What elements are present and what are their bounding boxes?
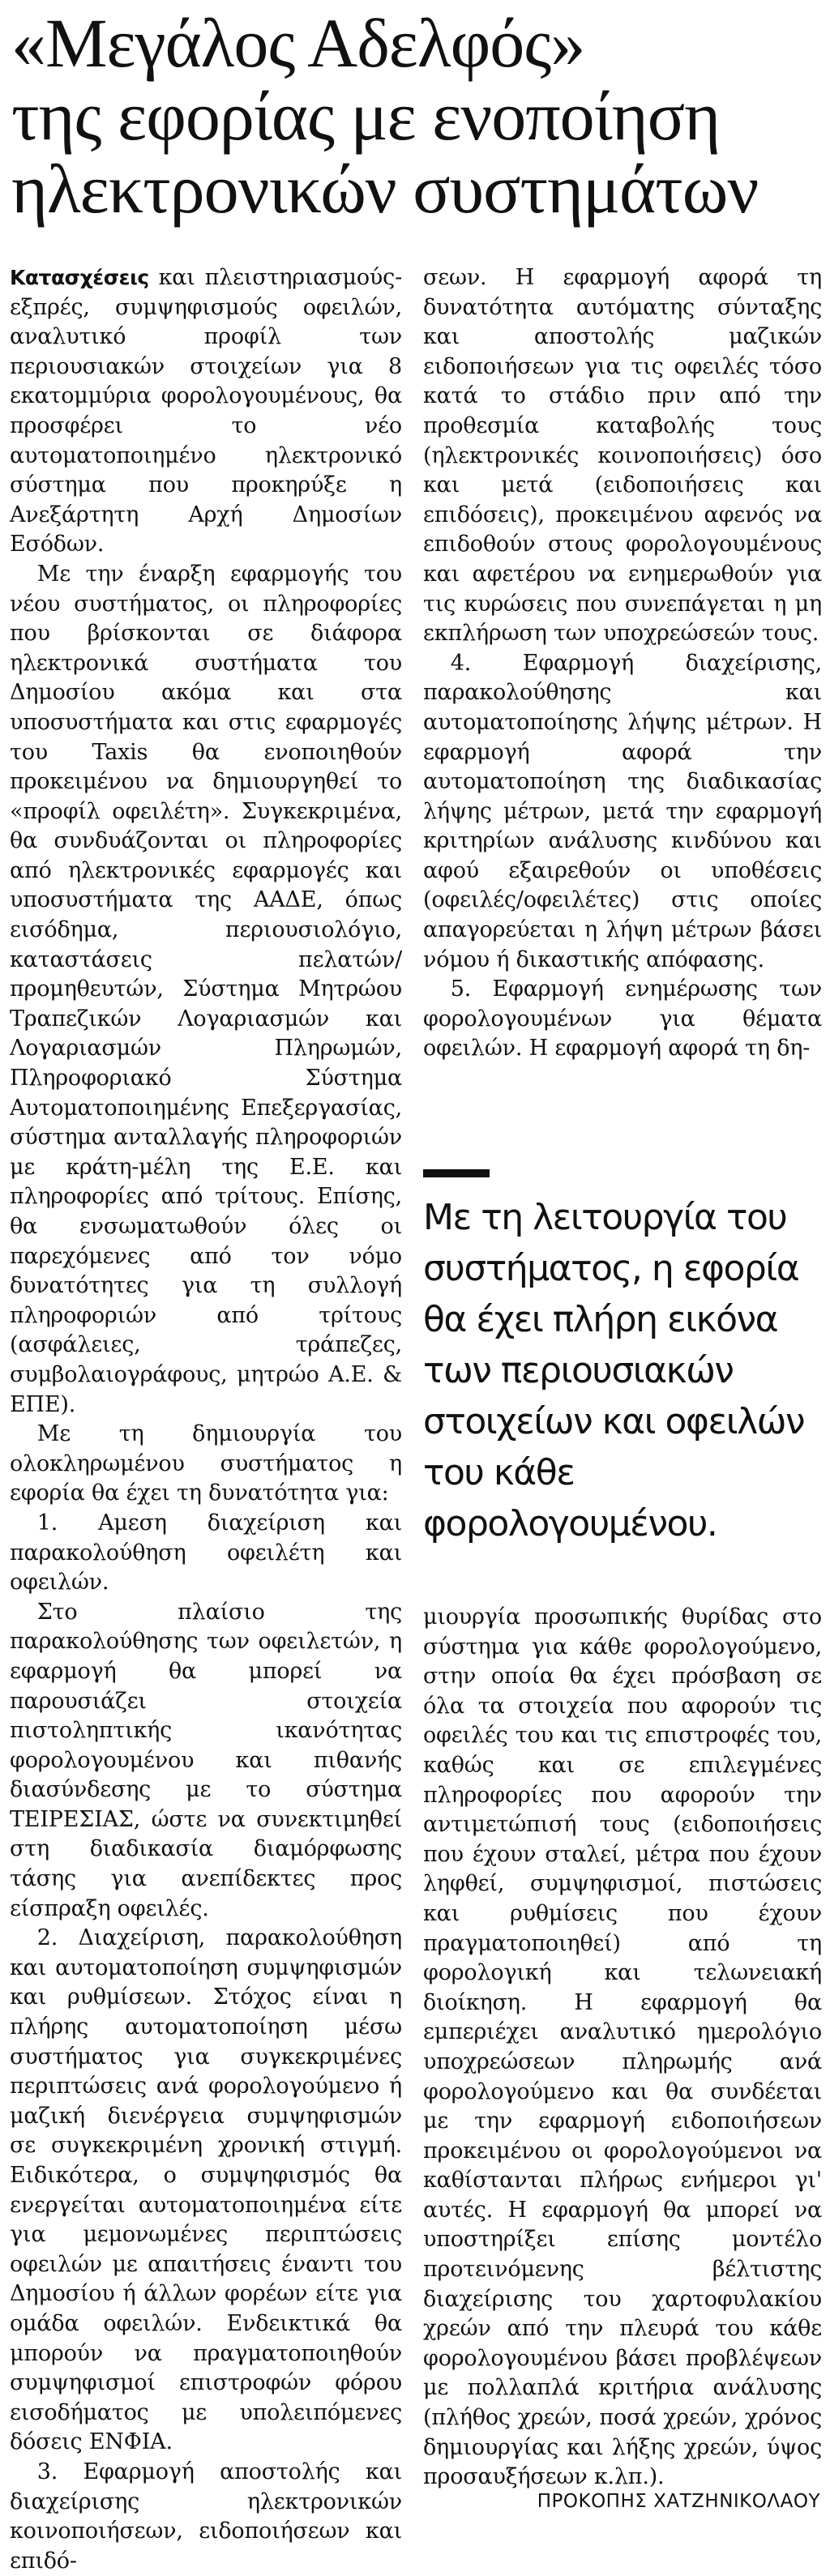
body-paragraph: Με την έναρξη εφαρμογής του νέου συστήματος, οι πληροφορίες που βρίσκονται σε διάφορα ηλεκτρονικά συστήματα του Δημοσίου ακόμα και στα υποσυστήματα και στις εφαρμογές του Taxis θα ενοποιηθούν προκειμένου να δημιουργηθεί το «προφίλ οφειλέτη». Συγκεκριμένα, θα συνδυάζονται οι πληροφορίες από ηλεκτρονικές εφαρμογές και υποσυστήματα της ΑΑΔΕ, όπως εισόδημα, περιουσιολόγιο, καταστάσεις πελατών/προμηθευτών, Σύστημα Μητρώου Τραπεζικών Λογαριασμών και Λογαριασμών Πληρωμών, Πληροφοριακό Σύστημα Αυτοματοποιημένης Επεξεργασίας, σύστημα ανταλλαγής πληροφοριών με κράτη-μέλη της Ε.Ε. και πληροφορίες από τρίτους. Επίσης, θα ενσωματωθούν όλες οι παρεχόμενες από τον νόμο δυνατότητες για τη συλλογή πληροφοριών από τρίτους (ασφάλειες, τράπεζες, συμβολαιογράφους, μητρώο Α.Ε. & ΕΠΕ). [10, 561, 402, 1417]
pull-quote-rule [423, 1169, 490, 1177]
lead-text: και πλειστηριασμούς-εξπρές, συμψηφισμούς οφειλών, αναλυτικό προφίλ των περιουσιακών στοιχείων για 8 εκατομμύρια φορολογουμένους, θα προσφέρει το νέο αυτοματοποιημένο ηλεκτρονικό σύστημα που προκηρύξε η Ανεξάρτητη Αρχή Δημοσίων Εσόδων. [10, 265, 402, 557]
body-paragraph: μιουργία προσωπικής θυρίδας στο σύστημα για κάθε φορολογούμενο, στην οποία θα έχει πρόσβαση σε όλα τα στοιχεία που αφορούν τις οφειλές του και τις επιστροφές του, καθώς και σε επιλεγμένες πληροφορίες που αφορούν την αντιμετώπισή τους (ειδοποιήσεις που έχουν σταλεί, μέτρα που έχουν ληφθεί, συμψηφισμοί, πιστώσεις και ρυθμίσεις που έχουν πραγματοποιηθεί) από τη φορολογική και τελωνειακή διοίκηση. Η εφαρμογή θα εμπεριέχει αναλυτικό ημερολόγιο υποχρεώσεων πληρωμής ανά φορολογούμενο και θα συνδέεται με την εφαρμογή ειδοποιήσεων προκειμένου οι φορολογούμενοι να καθίστανται πλήρως ενήμεροι γι' αυτές. Η εφαρμογή θα μπορεί να υποστηρίξει επίσης μοντέλο προτεινόμενης βέλτιστης διαχείρισης του χαρτοφυλακίου χρεών από την πλευρά του κάθε φορολογουμένου βάσει προβλέψεων με πολλαπλά κριτήρια ανάλυσης (πλήθος χρεών, ποσά χρεών, χρόνος δημιουργίας και λήξης χρεών, ύψος προσαυξήσεων κ.λπ.). [423, 1604, 822, 2490]
body-paragraph: Με τη δημιουργία του ολοκληρωμένου συστήματος η εφορία θα έχει τη δυνατότητα για: [10, 1421, 402, 1506]
body-paragraph: 2. Διαχείριση, παρακολούθηση και αυτοματοποίηση συμψηφισμών και ρυθμίσεων. Στόχος είναι η πλήρης αυτοματοποίηση μέσω συστήματος για συγκεκριμένες περιπτώσεις ανά φορολογούμενο ή μαζική διενέργεια συμψηφισμών σε συγκεκριμένη χρονική στιγμή. Ειδικότερα, ο συμψηφισμός θα ενεργείται αυτοματοποιημένα είτε για μεμονωμένες περιπτώσεις οφειλών με απαιτήσεις έναντι του Δημοσίου ή άλλων φορέων είτε για ομάδα οφειλών. Ενδεικτικά θα μπορούν να πραγματοποιηθούν συμψηφισμοί επιστροφών φόρου εισοδήματος με υπολειπόμενες δόσεις ΕΝΦΙΑ. [10, 1925, 402, 2455]
body-paragraph: 1. Αμεση διαχείριση και παρακολούθηση οφειλέτη και οφειλών. [10, 1510, 402, 1596]
body-paragraph: σεων. Η εφαρμογή αφορά τη δυνατότητα αυτόματης σύνταξης και αποστολής μαζικών ειδοποιήσεων για τις οφειλές τόσο κατά το στάδιο πριν από την προθεσμία καταβολής τους (ηλεκτρονικές κοινοποιήσεις) όσο και μετά (ειδοποιήσεις και επιδόσεις), προκειμένου αφενός να επιδοθούν στους φορολογουμένους και αφετέρου να ενημερωθούν για τις κυρώσεις που συνεπάγεται η μη εκπλήρωση των υποχρεώσεών τους. [423, 265, 822, 647]
body-paragraph: Στο πλαίσιο της παρακολούθησης των οφειλετών, η εφαρμογή θα μπορεί να παρουσιάζει στοιχεία πιστοληπτικής ικανότητας φορολογουμένου και πιθανής διασύνδεσης με το σύστημα ΤΕΙΡΕΣΙΑΣ, ώστε να συνεκτιμηθεί στη διαδικασία διαμόρφωσης τάσης για ανεπίδεκτες προς είσπραξη οφειλές. [10, 1599, 402, 1921]
headline-line-1: «Μεγάλος Αδελφός» [11, 4, 585, 82]
headline-line-2: της εφορίας με ενοποίηση [11, 77, 721, 155]
kicker: Κατασχέσεις [10, 266, 149, 289]
right-column-top [423, 263, 822, 1114]
headline [11, 4, 822, 228]
body-paragraph: 5. Εφαρμογή ενημέρωσης των φορολογουμένων για θέματα οφειλών. Η εφαρμογή αφορά τη δη- [423, 976, 822, 1062]
body-paragraph: 3. Εφαρμογή αποστολής και διαχείρισης ηλεκτρονικών κοινοποιήσεων, ειδοποιήσεων και επιδό- [10, 2459, 402, 2574]
pull-quote [423, 1169, 822, 1583]
left-column [10, 263, 402, 2574]
lead-paragraph [10, 263, 402, 560]
pull-quote-text: Με τη λειτουργία του συστήματος, η εφορία θα έχει πλήρη εικόνα των περιουσιακών στοιχείων και οφειλών του κάθε φορολογουμένου. [423, 1197, 805, 1544]
right-column-bottom [423, 1603, 822, 2490]
body-paragraph: 4. Εφαρμογή διαχείρισης, παρακολούθησης και αυτοματοποίησης λήψης μέτρων. Η εφαρμογή αφορά την αυτοματοποίηση της διαδικασίας λήψης μέτρων, μετά την εφαρμογή κριτηρίων ανάλυσης κινδύνου και αφού εξαιρεθούν οι υποθέσεις (οφειλές/οφειλέτες) στις οποίες απαγορεύεται η λήψη μέτρων βάσει νόμου ή δικαστικής απόφασης. [423, 650, 822, 972]
headline-line-3: ηλεκτρονικών συστημάτων [11, 150, 759, 228]
byline: ΠΡΟΚΟΠΗΣ ΧΑΤΖΗΝΙΚΟΛΑΟΥ [537, 2491, 820, 2512]
